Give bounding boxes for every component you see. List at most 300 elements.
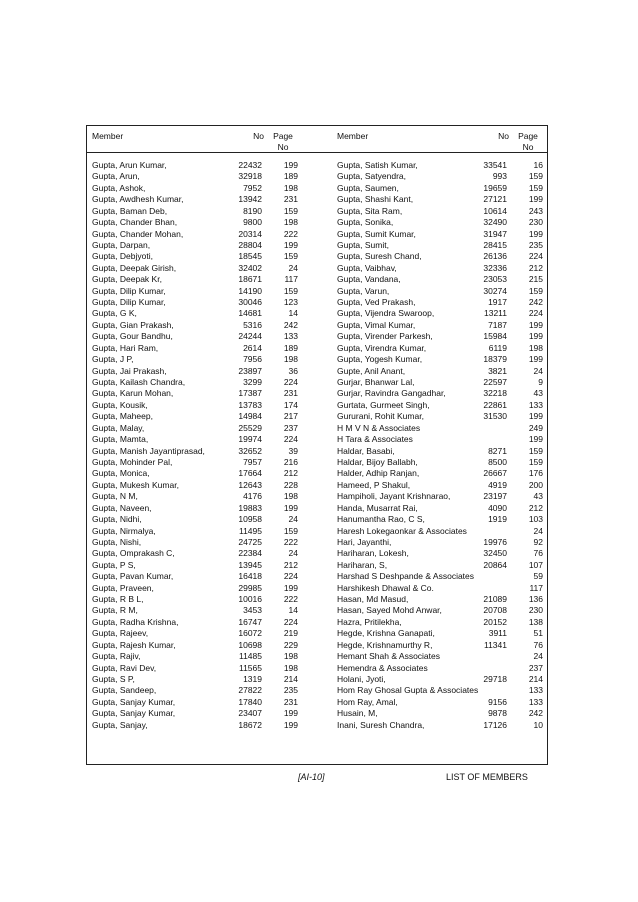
page-number: 198: [283, 217, 298, 228]
member-number: 18379: [483, 354, 507, 365]
page-number: 214: [528, 673, 543, 684]
member-name: Gupta, Nirmalya,: [92, 525, 156, 536]
member-number: 7956: [243, 354, 262, 365]
member-row: [337, 434, 543, 445]
member-name: Gupta, Awdhesh Kumar,: [92, 194, 184, 205]
page-number: 249: [528, 422, 543, 433]
member-number: 8271: [488, 445, 507, 456]
header-member: Member: [92, 131, 124, 141]
member-number: 32336: [483, 262, 507, 273]
member-number: 30046: [238, 297, 262, 308]
member-name: Gupta, Sumit Kumar,: [337, 228, 416, 239]
member-row: [337, 229, 543, 240]
member-row: [92, 183, 298, 194]
member-number: 19976: [483, 536, 507, 547]
page-number: 189: [283, 342, 298, 353]
member-row: [337, 377, 543, 388]
member-row: [92, 491, 298, 502]
page-number: 237: [528, 662, 543, 673]
page-number: 159: [528, 445, 543, 456]
page-number: 231: [283, 194, 298, 205]
member-row: [337, 594, 543, 605]
member-row: [92, 286, 298, 297]
member-number: 17387: [238, 388, 262, 399]
member-name: Gupta, Vandana,: [337, 274, 401, 285]
member-row: [92, 526, 298, 537]
member-name: Gupta, Satyendra,: [337, 171, 406, 182]
page-number: 199: [283, 160, 298, 170]
page-number: 230: [528, 605, 543, 616]
member-row: [92, 548, 298, 559]
page-number: 36: [288, 365, 298, 376]
left-rows: [92, 160, 298, 731]
page-number: 224: [528, 251, 543, 262]
member-row: [92, 640, 298, 651]
member-row: [337, 617, 543, 628]
member-name: Gupta, S P,: [92, 673, 135, 684]
page-number: 14: [288, 308, 298, 319]
member-name: Gupta, R B L,: [92, 594, 144, 605]
member-number: 28804: [238, 239, 262, 250]
member-row: [92, 537, 298, 548]
member-name: Gupta, Malay,: [92, 422, 145, 433]
member-name: Hariharan, S,: [337, 559, 388, 570]
header-divider: [86, 152, 548, 153]
member-number: 7952: [243, 182, 262, 193]
member-name: Gupta, Omprakash C,: [92, 548, 175, 559]
member-number: 4919: [488, 479, 507, 490]
header-page-line2: No: [522, 142, 534, 152]
page-number: 230: [528, 217, 543, 228]
member-number: 9156: [488, 696, 507, 707]
page-number: 14: [288, 605, 298, 616]
member-number: 22432: [238, 160, 262, 170]
member-name: Gupta, Suresh Chand,: [337, 251, 422, 262]
member-name: Gupta, Monica,: [92, 468, 150, 479]
page-number: 43: [533, 388, 543, 399]
member-number: 11495: [238, 525, 262, 536]
member-row: [337, 331, 543, 342]
member-name: Gupta, N M,: [92, 491, 138, 502]
member-name: Gupta, Karun Mohan,: [92, 388, 174, 399]
member-name: Hariharan, Lokesh,: [337, 548, 409, 559]
member-number: 10016: [238, 594, 262, 605]
member-row: [92, 343, 298, 354]
member-name: Gupta, Deepak Girish,: [92, 262, 177, 273]
member-number: 24244: [238, 331, 262, 342]
member-number: 2614: [243, 342, 262, 353]
member-name: Gupta, Praveen,: [92, 582, 154, 593]
member-row: [92, 594, 298, 605]
member-name: Gupta, Darpan,: [92, 239, 151, 250]
member-name: Gupta, P S,: [92, 559, 136, 570]
member-number: 32218: [483, 388, 507, 399]
page-number: 176: [528, 468, 543, 479]
member-name: Gupta, Satish Kumar,: [337, 160, 418, 170]
header-member: Member: [337, 131, 369, 141]
member-name: Gupta, Gour Bandhu,: [92, 331, 173, 342]
member-row: [92, 685, 298, 696]
member-number: 11565: [238, 662, 262, 673]
page-number: 198: [283, 182, 298, 193]
member-name: Gupta, Arun Kumar,: [92, 160, 167, 170]
member-name: Gupta, Mukesh Kumar,: [92, 479, 179, 490]
member-name: Gupta, Vaibhav,: [337, 262, 397, 273]
member-number: 12643: [238, 479, 262, 490]
page-number: 159: [283, 251, 298, 262]
page-number: 214: [283, 673, 298, 684]
page-number: 24: [288, 514, 298, 525]
member-row: [337, 491, 543, 502]
member-number: 18672: [238, 719, 262, 730]
member-row: [92, 468, 298, 479]
member-number: 9800: [243, 217, 262, 228]
member-row: [337, 548, 543, 559]
page-reference: [AI-10]: [298, 772, 325, 782]
member-row: [92, 446, 298, 457]
page-number: 198: [283, 354, 298, 365]
member-name: Gupta, Nidhi,: [92, 514, 142, 525]
page-number: 199: [283, 502, 298, 513]
member-number: 14681: [238, 308, 262, 319]
member-row: [337, 320, 543, 331]
member-name: Gupta, Kailash Chandra,: [92, 377, 186, 388]
member-name: Gupta, Mamta,: [92, 434, 149, 445]
page-number: 231: [283, 696, 298, 707]
member-row: [337, 697, 543, 708]
member-row: [337, 183, 543, 194]
member-number: 6119: [488, 342, 507, 353]
member-name: Gupta, Hari Ram,: [92, 342, 159, 353]
page-number: 224: [283, 571, 298, 582]
member-number: 33541: [483, 160, 507, 170]
page-number: 92: [533, 536, 543, 547]
member-name: Gurjar, Bhanwar Lal,: [337, 377, 415, 388]
page-number: 159: [528, 285, 543, 296]
member-row: [337, 526, 543, 537]
member-number: 19883: [238, 502, 262, 513]
member-row: [92, 229, 298, 240]
page-number: 222: [283, 594, 298, 605]
header-no: No: [253, 131, 264, 141]
member-number: 5316: [243, 319, 262, 330]
page-number: 215: [528, 274, 543, 285]
page-number: 237: [283, 422, 298, 433]
page-number: 199: [283, 708, 298, 719]
member-number: 20864: [483, 559, 507, 570]
page-number: 76: [533, 548, 543, 559]
member-number: 31530: [483, 411, 507, 422]
member-number: 23897: [238, 365, 262, 376]
member-name: Gupta, Sanjay Kumar,: [92, 696, 176, 707]
member-row: [337, 560, 543, 571]
page-number: 229: [283, 639, 298, 650]
member-name: Gupta, Ravi Dev,: [92, 662, 157, 673]
page-number: 235: [283, 685, 298, 696]
member-number: 20152: [483, 616, 507, 627]
member-name: Gupte, Anil Anant,: [337, 365, 406, 376]
member-row: [92, 240, 298, 251]
footer-title: LIST OF MEMBERS: [446, 772, 528, 782]
member-row: [337, 251, 543, 262]
page-number: 198: [528, 342, 543, 353]
member-row: [92, 320, 298, 331]
header-page: [268, 131, 298, 153]
page-number: 212: [528, 502, 543, 513]
member-row: [337, 263, 543, 274]
member-name: Gupta, Jai Prakash,: [92, 365, 167, 376]
page-number: 199: [528, 194, 543, 205]
member-name: Gupta, Dilip Kumar,: [92, 285, 166, 296]
member-number: 16072: [238, 628, 262, 639]
member-name: Hazra, Pritilekha,: [337, 616, 402, 627]
member-number: 13942: [238, 194, 262, 205]
member-number: 16418: [238, 571, 262, 582]
member-name: Gupta, Sanjay Kumar,: [92, 708, 176, 719]
page-number: 138: [528, 616, 543, 627]
member-number: 9878: [488, 708, 507, 719]
member-number: 1919: [488, 514, 507, 525]
member-row: [337, 640, 543, 651]
member-row: [92, 628, 298, 639]
member-row: [92, 674, 298, 685]
member-name: Gupta, Ashok,: [92, 182, 146, 193]
member-row: [337, 514, 543, 525]
member-number: 32652: [238, 445, 262, 456]
page-number: 43: [533, 491, 543, 502]
member-row: [337, 583, 543, 594]
page-number: 133: [528, 399, 543, 410]
page-number: 222: [283, 536, 298, 547]
member-row: [92, 617, 298, 628]
member-row: [337, 468, 543, 479]
page-number: 242: [283, 319, 298, 330]
page-number: 231: [283, 388, 298, 399]
member-row: [337, 537, 543, 548]
member-name: Gupta, Dilip Kumar,: [92, 297, 166, 308]
member-name: Hemendra & Associates: [337, 662, 428, 673]
member-name: Hom Ray Ghosal Gupta & Associates: [337, 685, 479, 696]
member-row: [337, 388, 543, 399]
page-number: 199: [528, 331, 543, 342]
member-row: [92, 251, 298, 262]
member-number: 32918: [238, 171, 262, 182]
member-row: [92, 308, 298, 319]
page-number: 24: [288, 262, 298, 273]
member-row: [337, 411, 543, 422]
page-number: 199: [528, 434, 543, 445]
member-name: Gupta, Sumit,: [337, 239, 389, 250]
page-number: 212: [283, 559, 298, 570]
member-name: Gupta, Virendra Kumar,: [337, 342, 427, 353]
member-name: Halder, Adhip Ranjan,: [337, 468, 420, 479]
member-name: Hemant Shah & Associates: [337, 651, 441, 662]
page-number: 198: [283, 651, 298, 662]
header-page-line2: No: [277, 142, 289, 152]
member-number: 13783: [238, 399, 262, 410]
member-row: [92, 434, 298, 445]
page-number: 242: [528, 708, 543, 719]
member-row: [92, 697, 298, 708]
member-number: 4176: [243, 491, 262, 502]
member-number: 26136: [483, 251, 507, 262]
member-row: [92, 366, 298, 377]
member-row: [337, 457, 543, 468]
member-name: Gupta, G K,: [92, 308, 137, 319]
member-name: Hanumantha Rao, C S,: [337, 514, 425, 525]
member-number: 10958: [238, 514, 262, 525]
member-name: Gurjar, Ravindra Gangadhar,: [337, 388, 446, 399]
member-row: [92, 263, 298, 274]
member-name: Gupta, Sita Ram,: [337, 205, 403, 216]
member-name: Gupta, Radha Krishna,: [92, 616, 179, 627]
member-name: Gupta, Rajeev,: [92, 628, 149, 639]
member-row: [337, 160, 543, 171]
member-row: [337, 674, 543, 685]
member-name: Harshad S Deshpande & Associates: [337, 571, 475, 582]
member-row: [92, 663, 298, 674]
member-row: [92, 171, 298, 182]
member-name: Holani, Jyoti,: [337, 673, 386, 684]
page-number: 199: [528, 354, 543, 365]
member-row: [337, 685, 543, 696]
member-row: [337, 720, 543, 731]
header-no: No: [498, 131, 509, 141]
page-number: 133: [528, 696, 543, 707]
member-number: 8190: [243, 205, 262, 216]
member-row: [337, 480, 543, 491]
member-name: Gupta, Virender Parkesh,: [337, 331, 433, 342]
page-number: 9: [538, 377, 543, 388]
member-name: Hegde, Krishnamurthy R,: [337, 639, 433, 650]
member-row: [92, 423, 298, 434]
member-name: Gupta, Sanjay,: [92, 719, 148, 730]
page-number: 133: [283, 331, 298, 342]
page-number: 39: [288, 445, 298, 456]
page-number: 200: [528, 479, 543, 490]
member-row: [92, 605, 298, 616]
page-number: 222: [283, 228, 298, 239]
member-name: Gupta, Baman Deb,: [92, 205, 168, 216]
right-rows: [337, 160, 543, 731]
member-number: 14984: [238, 411, 262, 422]
member-name: Inani, Suresh Chandra,: [337, 719, 425, 730]
page-number: 59: [533, 571, 543, 582]
page-number: 199: [528, 228, 543, 239]
member-name: Gupta, Kousik,: [92, 399, 148, 410]
page-number: 159: [528, 171, 543, 182]
member-row: [92, 354, 298, 365]
member-name: Gupta, Chander Bhan,: [92, 217, 178, 228]
page-number: 219: [283, 628, 298, 639]
member-name: Gupta, Manish Jayantiprasad,: [92, 445, 205, 456]
member-row: [92, 160, 298, 171]
member-number: 22384: [238, 548, 262, 559]
member-number: 25529: [238, 422, 262, 433]
member-name: Hasan, Sayed Mohd Anwar,: [337, 605, 442, 616]
member-name: Gupta, Maheep,: [92, 411, 153, 422]
member-row: [92, 297, 298, 308]
member-row: [337, 286, 543, 297]
member-name: Hampiholi, Jayant Krishnarao,: [337, 491, 451, 502]
member-name: Gupta, Shashi Kant,: [337, 194, 414, 205]
member-number: 20314: [238, 228, 262, 239]
page-number: 159: [283, 285, 298, 296]
member-name: Gupta, Sonika,: [337, 217, 394, 228]
member-number: 18545: [238, 251, 262, 262]
member-name: Gupta, Rajesh Kumar,: [92, 639, 176, 650]
member-row: [92, 274, 298, 285]
member-name: Hameed, P Shakul,: [337, 479, 411, 490]
page-number: 24: [533, 365, 543, 376]
member-number: 23053: [483, 274, 507, 285]
member-number: 4090: [488, 502, 507, 513]
page-number: 224: [283, 434, 298, 445]
header-page: [513, 131, 543, 153]
member-number: 32402: [238, 262, 262, 273]
member-row: [337, 171, 543, 182]
page-number: 24: [533, 651, 543, 662]
page-number: 199: [283, 719, 298, 730]
member-row: [92, 560, 298, 571]
member-row: [337, 651, 543, 662]
page-number: 243: [528, 205, 543, 216]
member-name: Gupta, Rajiv,: [92, 651, 141, 662]
member-row: [337, 206, 543, 217]
member-row: [92, 514, 298, 525]
page-number: 51: [533, 628, 543, 639]
member-number: 17664: [238, 468, 262, 479]
member-row: [337, 240, 543, 251]
member-number: 10698: [238, 639, 262, 650]
page-number: 76: [533, 639, 543, 650]
page-number: 199: [528, 411, 543, 422]
member-row: [92, 331, 298, 342]
member-number: 14190: [238, 285, 262, 296]
member-number: 20708: [483, 605, 507, 616]
member-row: [337, 366, 543, 377]
member-row: [337, 503, 543, 514]
member-name: Gupta, Vimal Kumar,: [337, 319, 416, 330]
page-number: 212: [283, 468, 298, 479]
member-name: Gururani, Rohit Kumar,: [337, 411, 424, 422]
member-row: [92, 651, 298, 662]
member-name: Gupta, J P,: [92, 354, 134, 365]
member-name: Gupta, Nishi,: [92, 536, 142, 547]
member-number: 22861: [483, 399, 507, 410]
page-number: 228: [283, 479, 298, 490]
member-row: [92, 194, 298, 205]
member-number: 27822: [238, 685, 262, 696]
member-name: Harshikesh Dhawal & Co.: [337, 582, 434, 593]
page-number: 103: [528, 514, 543, 525]
page-number: 159: [283, 205, 298, 216]
member-number: 24725: [238, 536, 262, 547]
member-row: [92, 457, 298, 468]
member-number: 30274: [483, 285, 507, 296]
member-number: 18671: [238, 274, 262, 285]
page-number: 159: [528, 182, 543, 193]
member-number: 3911: [488, 628, 507, 639]
page-number: 136: [528, 594, 543, 605]
member-name: Hari, Jayanthi,: [337, 536, 392, 547]
header-page-line1: Page: [518, 131, 538, 141]
page-number: 117: [284, 274, 298, 285]
page-number: 242: [528, 297, 543, 308]
member-name: Hasan, Md Masud,: [337, 594, 409, 605]
member-number: 3821: [488, 365, 507, 376]
member-number: 7187: [488, 319, 507, 330]
